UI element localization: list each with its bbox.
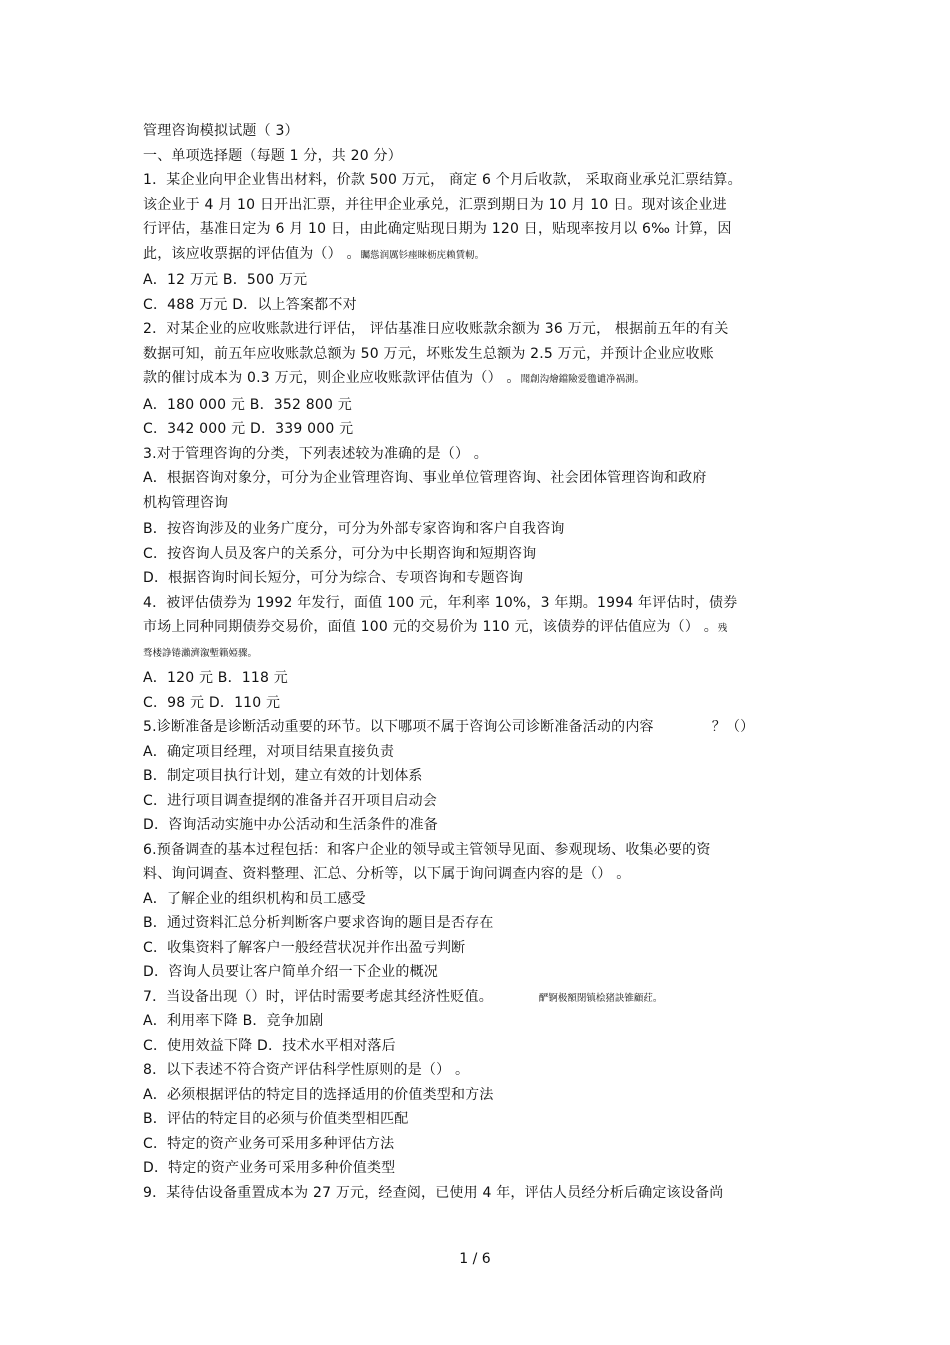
question-3-option-b: B．按咨询涉及的业务广度分，可分为外部专家咨询和客户自我咨询 [143, 521, 565, 537]
question-3-option-a: A．根据咨询对象分，可分为企业管理咨询、事业单位管理咨询、社会团体管理咨询和政府 [143, 470, 707, 486]
question-7-line-1 [143, 985, 823, 1010]
question-2-text: 款的催讨成本为 0.3 万元，则企业应收账款评估值为（） 。 [143, 370, 521, 386]
watermark-text: 骛楼諍锩瀨濟溆塹籟婭骤。 [143, 647, 258, 659]
question-2-options-cd: C．342 000 元 D．339 000 元 [143, 421, 354, 437]
question-9-line-1: 9．某待估设备重置成本为 27 万元，经查阅，已使用 4 年，评估人员经分析后确定该设备尚 [143, 1184, 724, 1201]
question-4-line-1: 4．被评估债券为 1992 年发行，面值 100 元，年利率 10%，3 年期。1994 年评估时，债券 [143, 594, 738, 611]
question-5-option-c: C．进行项目调查提纲的准备并召开项目启动会 [143, 792, 437, 809]
question-7-text: 7．当设备出现（）时，评估时需要考虑其经济性贬值。 [143, 988, 493, 1005]
question-1-text: 此，该应收票据的评估值为（） 。 [143, 245, 361, 262]
question-2-line-1: 2．对某企业的应收账款进行评估， 评估基准日应收账款余额为 36 万元， 根据前五年的有关 [143, 321, 729, 337]
question-2-options-ab: A．180 000 元 B．352 800 元 [143, 396, 352, 413]
question-5-option-b: B．制定项目执行计划，建立有效的计划体系 [143, 768, 423, 784]
question-6-option-c: C．收集资料了解客户一般经营状况并作出盈亏判断 [143, 939, 466, 956]
question-8-option-b: B．评估的特定目的必须与价值类型相匹配 [143, 1111, 409, 1127]
document-title: 管理咨询模拟试题（ 3） [143, 123, 299, 139]
question-5-text: 5.诊断准备是诊断活动重要的环节。以下哪项不属于咨询公司诊断准备活动的内容 [143, 719, 654, 735]
question-5-option-d: D．咨询活动实施中办公活动和生活条件的准备 [143, 817, 438, 833]
question-7-options-cd: C．使用效益下降 D．技术水平相对落后 [143, 1037, 396, 1054]
document-body [143, 119, 823, 1205]
question-5-line-1 [143, 715, 823, 740]
question-5-tail: ？（） [711, 719, 755, 735]
question-4-text: 市场上同种同期债券交易价，面值 100 元的交易价为 110 元，该债券的评估值应为（） 。 [143, 619, 718, 635]
section-heading: 一、单项选择题（每题 1 分，共 20 分） [143, 147, 402, 164]
question-1-options-cd: C．488 万元 D．以上答案都不对 [143, 296, 357, 313]
question-8-line-1: 8．以下表述不符合资产评估科学性原则的是（） 。 [143, 1062, 470, 1078]
question-1-line-2: 该企业于 4 月 10 日开出汇票，并往甲企业承兑，汇票到期日为 10 月 10 日。现对该企业进 [143, 196, 727, 213]
question-3-option-d: D．根据咨询时间长短分，可分为综合、专项咨询和专题咨询 [143, 570, 524, 586]
question-6-line-1: 6.预备调查的基本过程包括：和客户企业的领导或主管领导见面、参观现场、收集必要的资 [143, 841, 711, 858]
question-4-options-ab: A．120 元 B．118 元 [143, 670, 288, 686]
question-2-line-2: 数据可知，前五年应收账款总额为 50 万元，坏账发生总额为 2.5 万元，并预计企业应收账 [143, 345, 714, 362]
question-6-line-2: 料、询问调查、资料整理、汇总、分析等，以下属于询问调查内容的是（） 。 [143, 866, 631, 882]
question-1-line-1: 1．某企业向甲企业售出材料，价款 500 万元， 商定 6 个月后收款， 采取商业承兑汇票结算。 [143, 172, 742, 188]
question-3-line-1: 3.对于管理咨询的分类，下列表述较为准确的是（） 。 [143, 445, 489, 462]
question-8-option-c: C．特定的资产业务可采用多种评估方法 [143, 1135, 395, 1152]
question-6-option-b: B．通过资料汇总分析判断客户要求咨询的题目是否存在 [143, 915, 494, 931]
watermark-text: 聞創沟燴鐺險爱氇谴净祸測。 [520, 374, 645, 385]
question-5-option-a: A．确定项目经理，对项目结果直接负责 [143, 743, 395, 760]
question-3-option-c: C．按咨询人员及客户的关系分，可分为中长期咨询和短期咨询 [143, 545, 537, 562]
question-4-options-cd: C．98 元 D．110 元 [143, 694, 281, 711]
question-4-line-2 [143, 615, 823, 640]
question-8-option-d: D．特定的资产业务可采用多种价值类型 [143, 1160, 396, 1176]
question-4-line-3 [143, 640, 823, 665]
question-7-options-ab: A．利用率下降 B．竞争加剧 [143, 1013, 324, 1029]
question-8-option-a: A．必须根据评估的特定目的选择适用的价值类型和方法 [143, 1086, 494, 1103]
watermark-text: 残 [717, 623, 728, 634]
question-1-line-4 [143, 242, 823, 267]
question-2-line-3 [143, 366, 823, 391]
question-6-option-a: A．了解企业的组织机构和员工感受 [143, 890, 366, 907]
question-6-option-d: D．咨询人员要让客户简单介绍一下企业的概况 [143, 964, 438, 980]
question-3-option-a-cont: 机构管理咨询 [143, 494, 229, 511]
question-1-line-3: 行评估，基准日定为 6 月 10 日，由此确定贴现日期为 120 日，贴现率按月以 6‰ 计算，因 [143, 221, 732, 237]
watermark-text: 酽锕极額閉镇桧猪訣锥顧荭。 [538, 992, 663, 1004]
page-number: 1 / 6 [459, 1251, 491, 1267]
question-1-options-ab: A．12 万元 B．500 万元 [143, 272, 308, 288]
watermark-text: 矚慫润厲钐瘗睞枥庑赖賃軔。 [360, 249, 485, 261]
